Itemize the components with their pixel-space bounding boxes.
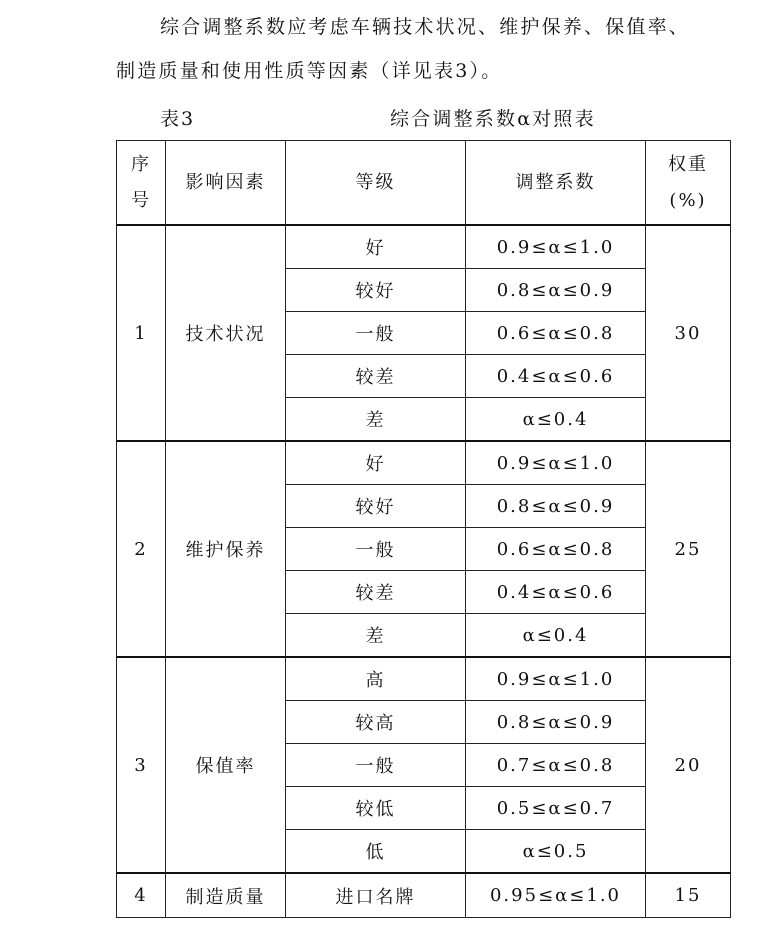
header-weight: 权重 (%) [646, 141, 731, 226]
cell-coefficient: α≤0.5 [466, 830, 646, 874]
table-title: 综合调整系数α对照表 [390, 108, 596, 130]
intro-paragraph-line-1: 综合调整系数应考虑车辆技术状况、维护保养、保值率、 [160, 16, 691, 38]
cell-factor: 保值率 [166, 657, 286, 873]
cell-grade: 一般 [286, 744, 466, 787]
header-coefficient: 调整系数 [466, 141, 646, 226]
cell-coefficient: 0.95≤α≤1.0 [466, 873, 646, 918]
cell-coefficient: 0.9≤α≤1.0 [466, 225, 646, 269]
table-row [117, 873, 731, 918]
cell-seq: 2 [117, 441, 166, 657]
table-row [117, 225, 731, 269]
table-row [117, 657, 731, 701]
cell-grade: 差 [286, 398, 466, 442]
cell-grade: 好 [286, 441, 466, 485]
cell-weight: 20 [646, 657, 731, 873]
cell-coefficient: 0.7≤α≤0.8 [466, 744, 646, 787]
header-seq: 序 号 [117, 141, 166, 226]
cell-factor: 维护保养 [166, 441, 286, 657]
cell-coefficient: 0.4≤α≤0.6 [466, 571, 646, 614]
cell-grade: 一般 [286, 528, 466, 571]
cell-seq: 1 [117, 225, 166, 441]
cell-coefficient: 0.5≤α≤0.7 [466, 787, 646, 830]
header-grade: 等级 [286, 141, 466, 226]
cell-grade: 较好 [286, 485, 466, 528]
cell-grade: 一般 [286, 312, 466, 355]
cell-seq: 3 [117, 657, 166, 873]
cell-grade: 较高 [286, 701, 466, 744]
cell-coefficient: 0.9≤α≤1.0 [466, 441, 646, 485]
table-body [117, 141, 731, 918]
cell-seq: 4 [117, 873, 166, 918]
cell-coefficient: α≤0.4 [466, 614, 646, 658]
intro-paragraph-line-2: 制造质量和使用性质等因素（详见表3）。 [116, 60, 503, 82]
header-factor: 影响因素 [166, 141, 286, 226]
cell-coefficient: 0.8≤α≤0.9 [466, 485, 646, 528]
cell-grade: 较低 [286, 787, 466, 830]
cell-grade: 高 [286, 657, 466, 701]
cell-coefficient: 0.8≤α≤0.9 [466, 701, 646, 744]
cell-coefficient: 0.9≤α≤1.0 [466, 657, 646, 701]
cell-coefficient: 0.6≤α≤0.8 [466, 528, 646, 571]
cell-weight: 25 [646, 441, 731, 657]
cell-coefficient: 0.6≤α≤0.8 [466, 312, 646, 355]
adjustment-coefficient-table [116, 140, 731, 918]
cell-factor: 制造质量 [166, 873, 286, 918]
cell-coefficient: 0.4≤α≤0.6 [466, 355, 646, 398]
table-row [117, 441, 731, 485]
cell-coefficient: α≤0.4 [466, 398, 646, 442]
cell-grade: 好 [286, 225, 466, 269]
cell-grade: 进口名牌 [286, 873, 466, 918]
cell-coefficient: 0.8≤α≤0.9 [466, 269, 646, 312]
cell-weight: 15 [646, 873, 731, 918]
table-number: 表3 [160, 108, 196, 130]
cell-weight: 30 [646, 225, 731, 441]
cell-grade: 较好 [286, 269, 466, 312]
cell-grade: 差 [286, 614, 466, 658]
cell-grade: 较差 [286, 571, 466, 614]
cell-grade: 低 [286, 830, 466, 874]
table-header-row [117, 141, 731, 226]
cell-factor: 技术状况 [166, 225, 286, 441]
cell-grade: 较差 [286, 355, 466, 398]
